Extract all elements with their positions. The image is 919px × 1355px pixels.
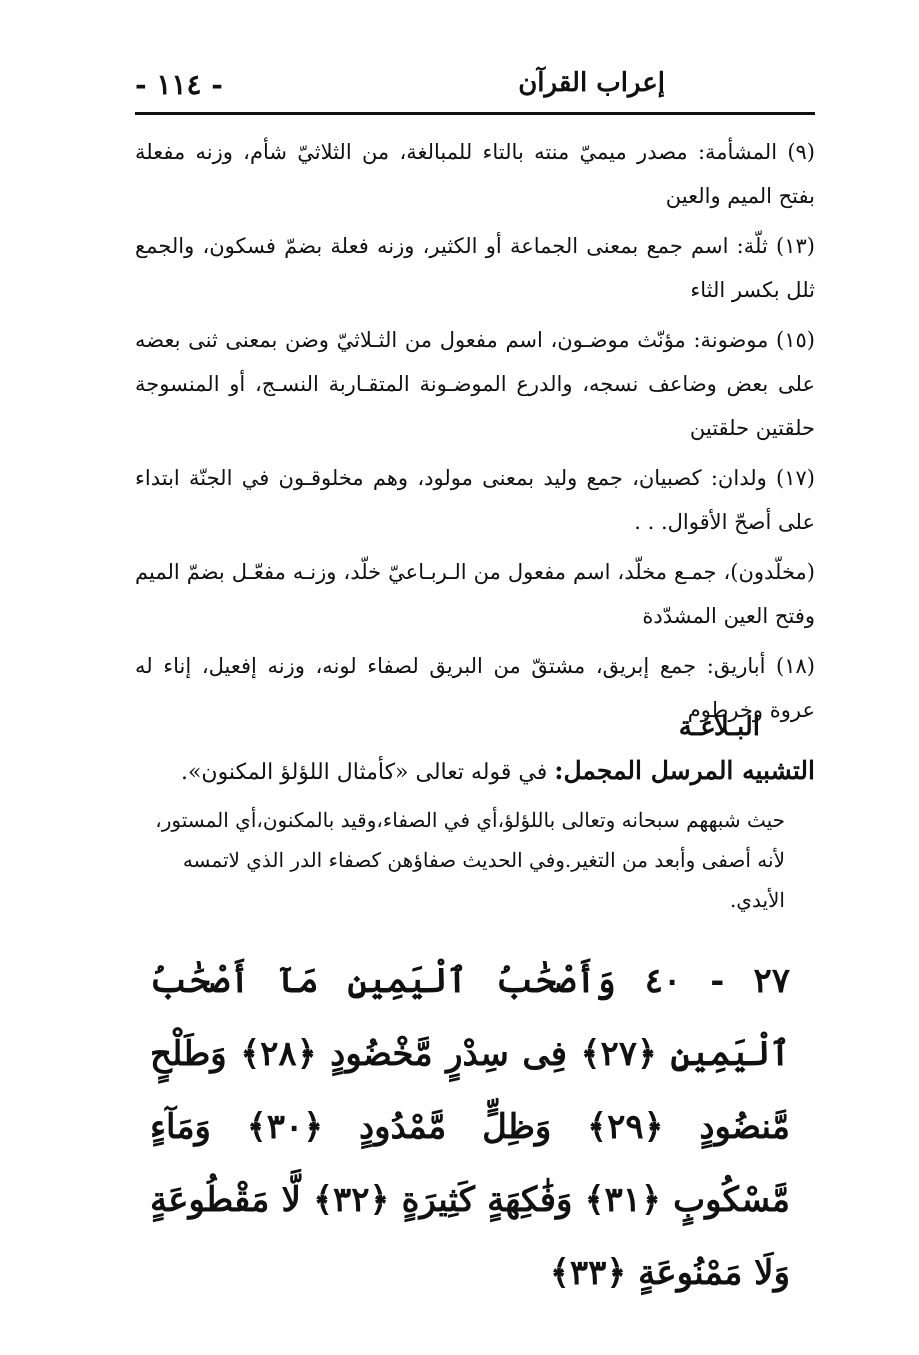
section-title-balagha: البـلاغـة xyxy=(678,712,760,742)
page-header xyxy=(135,64,815,108)
note-mawduna: (١٥) موضونة: مؤنّث موضـون، اسم مفعول من الثـلاثيّ وضن بمعنى ثنى بعضه على بعض وضاعف نسجه، والدرع الموضـونة المتقـاربة النسـج، أو المنسوجة حلقتين حلقتين xyxy=(135,328,815,440)
note-mashama: (٩) المشأمة: مصدر ميميّ منته بالتاء للمبالغة، من الثلاثيّ شأم، وزنه مفعلة بفتح الميم والعين xyxy=(135,140,815,208)
note-wildan: (١٧) ولدان: كصبيان، جمع وليد بمعنى مولود، وهم مخلوقـون في الجنّة ابتداء على أصحّ الأقوال. . . xyxy=(135,466,815,534)
note-thulla: (١٣) ثلّة: اسم جمع بمعنى الجماعة أو الكثير، وزنه فعلة بضمّ فسكون، والجمع ثلل بكسر الثاء xyxy=(135,234,815,302)
rhetoric-explanation: حيث شبههم سبحانه وتعالى باللؤلؤ،أي في الصفاء،وقيد بالمكنون،أي المستور، لأنه أصفى وأبعد من التغير.وفي الحديث صفاؤهن كصفاء الدر الذي لاتمسه الأيدي. xyxy=(155,808,785,912)
rhetoric-intro: في قوله تعالى «كأمثال اللؤلؤ المكنون». xyxy=(180,760,548,785)
page-number: - ١١٤ - xyxy=(135,68,223,101)
note-mukhalladun: (مخلّدون)، جمـع مخلّد، اسم مفعول من الـربـاعيّ خلّد، وزنـه مفعّـل بضمّ الميم وفتح العين المشدّدة xyxy=(135,560,815,628)
book-title: إعراب القرآن xyxy=(518,68,665,98)
rhetoric-term: التشبيه المرسل المجمل: xyxy=(554,756,815,785)
footnotes xyxy=(135,130,815,738)
rhetoric-heading-line xyxy=(135,756,815,785)
note-abariq: (١٨) أباريق: جمع إبريق، مشتقّ من البريق لصفاء لونه، وزنه إفعيل، إناء له عروة وخرطوم xyxy=(135,654,815,722)
header-rule xyxy=(135,112,815,115)
quran-verses: ٢٧ - ٤٠ وَأَصْحَٰبُ ٱلْيَمِينِ مَآ أَصْحَٰبُ ٱلْيَمِينِ ﴿٢٧﴾ فِى سِدْرٍ مَّخْضُودٍ ﴿٢٨﴾ وَطَلْحٍ مَّنضُودٍ ﴿٢٩﴾ وَظِلٍّ مَّمْدُودٍ ﴿٣٠﴾ وَمَآءٍ مَّسْكُوبٍ ﴿٣١﴾ وَفَٰكِهَةٍ كَثِيرَةٍ ﴿٣٢﴾ لَّا مَقْطُوعَةٍ وَلَا مَمْنُوعَةٍ ﴿٣٣﴾ xyxy=(150,961,791,1293)
